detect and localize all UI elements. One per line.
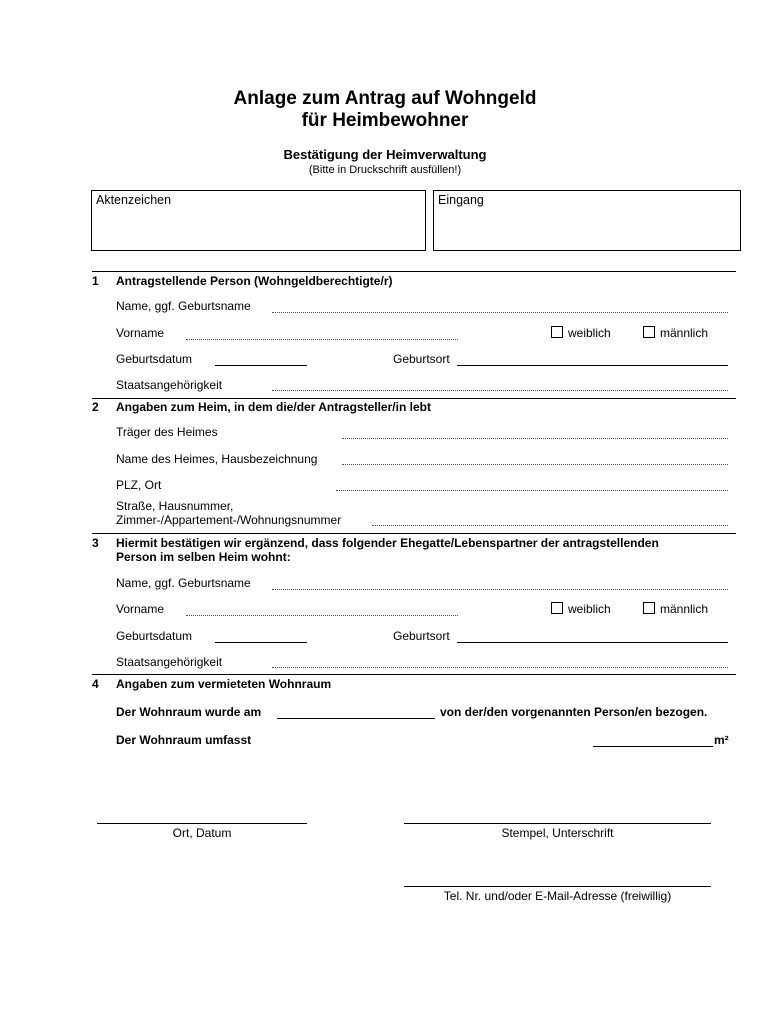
s4-bezogen-date-field[interactable] — [277, 718, 435, 719]
s3-name-field[interactable] — [272, 589, 728, 590]
section4-title: Angaben zum vermieteten Wohnraum — [116, 677, 332, 691]
s4-umfasst-label: Der Wohnraum umfasst — [116, 733, 252, 747]
form-title-line2: für Heimbewohner — [301, 110, 469, 131]
section4-number: 4 — [92, 677, 99, 691]
s1-maennlich-label: männlich — [660, 326, 709, 340]
ort-datum-field[interactable] — [97, 823, 307, 824]
s3-name-label: Name, ggf. Geburtsname — [116, 576, 251, 590]
s2-traeger-field[interactable] — [342, 438, 728, 439]
s3-staatsangehoerigkeit-label: Staatsangehörigkeit — [116, 655, 223, 669]
s1-maennlich-checkbox[interactable] — [643, 326, 655, 338]
form-subtitle: Bestätigung der Heimverwaltung — [283, 147, 487, 162]
s2-heimname-label: Name des Heimes, Hausbezeichnung — [116, 452, 318, 466]
s3-staatsangehoerigkeit-field[interactable] — [272, 667, 728, 668]
section3-number: 3 — [92, 536, 99, 550]
s2-plz-field[interactable] — [336, 490, 728, 491]
s1-geburtsort-field[interactable] — [457, 365, 728, 366]
s3-geburtsort-label: Geburtsort — [393, 629, 450, 643]
stempel-unterschrift-label: Stempel, Unterschrift — [501, 826, 614, 840]
s1-name-field[interactable] — [272, 312, 728, 313]
section1-title: Antragstellende Person (Wohngeldberechtigte/r) — [116, 274, 393, 288]
s2-strasse-label-line1: Straße, Hausnummer, — [116, 499, 234, 513]
section2-title: Angaben zum Heim, in dem die/der Antragsteller/in lebt — [116, 400, 431, 414]
s1-vorname-field[interactable] — [186, 339, 458, 340]
s1-geburtsdatum-field[interactable] — [215, 365, 307, 366]
section2-divider — [92, 398, 736, 399]
section3-title-line2: Person im selben Heim wohnt: — [116, 550, 291, 564]
aktenzeichen-label: Aktenzeichen — [96, 193, 172, 207]
s2-strasse-label-line2: Zimmer-/Appartement-/Wohnungsnummer — [116, 513, 342, 527]
s1-geburtsort-label: Geburtsort — [393, 352, 450, 366]
form-hint: (Bitte in Druckschrift ausfüllen!) — [308, 164, 462, 176]
section3-title-line1: Hiermit bestätigen wir ergänzend, dass folgender Ehegatte/Lebenspartner der antragstellenden — [116, 536, 659, 550]
s1-vorname-label: Vorname — [116, 326, 165, 340]
section1-number: 1 — [92, 274, 99, 288]
eingang-box[interactable] — [433, 190, 741, 251]
s4-bezogen-prefix: Der Wohnraum wurde am — [116, 705, 262, 719]
s3-weiblich-checkbox[interactable] — [551, 602, 563, 614]
s1-staatsangehoerigkeit-field[interactable] — [272, 390, 728, 391]
s2-strasse-field[interactable] — [372, 525, 728, 526]
s3-vorname-label: Vorname — [116, 602, 165, 616]
kontakt-label: Tel. Nr. und/oder E-Mail-Adresse (freiwillig) — [443, 889, 672, 903]
s4-unit: m² — [714, 733, 729, 747]
s1-staatsangehoerigkeit-label: Staatsangehörigkeit — [116, 378, 223, 392]
s3-maennlich-label: männlich — [660, 602, 709, 616]
section1-divider — [92, 271, 736, 272]
section3-divider — [92, 533, 736, 534]
ort-datum-label: Ort, Datum — [172, 826, 232, 840]
s3-geburtsdatum-label: Geburtsdatum — [116, 629, 193, 643]
form-title-line1: Anlage zum Antrag auf Wohngeld — [233, 88, 537, 109]
s4-bezogen-suffix: von der/den vorgenannten Person/en bezogen. — [440, 705, 708, 719]
s1-weiblich-label: weiblich — [568, 326, 611, 340]
section2-number: 2 — [92, 400, 99, 414]
kontakt-field[interactable] — [404, 886, 711, 887]
stempel-unterschrift-field[interactable] — [404, 823, 711, 824]
s3-geburtsort-field[interactable] — [457, 642, 728, 643]
aktenzeichen-box[interactable] — [91, 190, 426, 251]
s3-maennlich-checkbox[interactable] — [643, 602, 655, 614]
s4-flaeche-field[interactable] — [593, 746, 713, 747]
s2-traeger-label: Träger des Heimes — [116, 425, 218, 439]
s3-weiblich-label: weiblich — [568, 602, 611, 616]
s3-geburtsdatum-field[interactable] — [215, 642, 307, 643]
s2-heimname-field[interactable] — [342, 464, 728, 465]
eingang-label: Eingang — [438, 193, 484, 207]
s1-weiblich-checkbox[interactable] — [551, 326, 563, 338]
s3-vorname-field[interactable] — [186, 615, 458, 616]
s1-geburtsdatum-label: Geburtsdatum — [116, 352, 193, 366]
section4-divider — [92, 674, 736, 675]
s1-name-label: Name, ggf. Geburtsname — [116, 299, 251, 313]
s2-plz-label: PLZ, Ort — [116, 478, 162, 492]
